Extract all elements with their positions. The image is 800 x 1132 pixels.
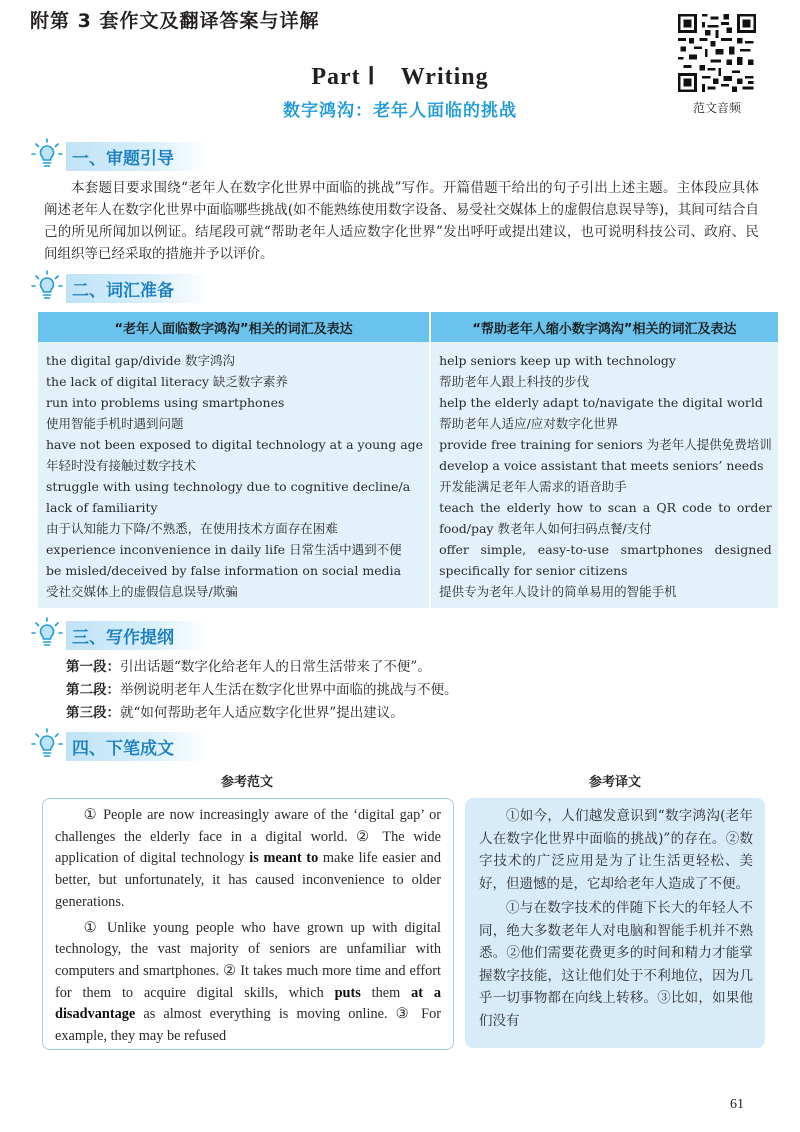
vocab-item: provide free training for seniors 为老年人提供免费培训 (439, 437, 772, 452)
essay-text: ① People are now increasingly aware of the ‘digital gap’ or challenges the elderly face in a digital world. ② The wide application of digital technology (55, 807, 441, 867)
translation-paragraph: ①与在数字技术的伴随下长大的年轻人不同，绝大多数老年人对电脑和智能手机并不熟悉。②他们需要花费更多的时间和精力才能掌握数字技能，这让他们处于不利地位，因为几乎一切事物都在向线上转移。③比如，如果他们没有 (479, 900, 753, 1029)
vocabulary-table (38, 312, 778, 608)
sample-essay-box (42, 798, 454, 1050)
vocab-item: specifically for senior citizens (439, 563, 628, 578)
part-title: Part Ⅰ Writing (311, 64, 489, 90)
essay-text: make life easier and better, but unfortunately, it has caused inconvenience to older generations. (55, 850, 441, 910)
outline-item (66, 702, 766, 725)
key-phrase: is meant to (249, 850, 319, 867)
section-heading-vocabulary (30, 274, 208, 302)
outline-text: 举例说明老年人生活在数字化世界中面临的挑战与不便。 (120, 682, 458, 698)
essay-text: as almost everything is moving online. ③ For example, they may be refused (55, 1006, 441, 1045)
essay-paragraph (43, 918, 453, 1048)
key-phrase: at a disadvantage (55, 984, 441, 1023)
section-heading-writing (30, 732, 208, 760)
outline-label: 第三段： (66, 705, 120, 721)
vocab-item: help seniors keep up with technology (439, 353, 676, 368)
outline-text: 就“如何帮助老年人适应数字化世界”提出建议。 (120, 705, 404, 721)
translation-paragraph: ①如今，人们越发意识到“数字鸿沟(老年人在数字化世界中面临的挑战)”的存在。②数字技术的广泛应用是为了让生活更轻松、美好，但遗憾的是，它却给老年人造成了不便。 (479, 808, 753, 892)
vocab-item: 帮助老年人适应/应对数字化世界 (439, 416, 619, 431)
page-number: 61 (730, 1097, 744, 1112)
lightbulb-icon (30, 616, 64, 650)
vocab-item: 年轻时没有接触过数字技术 (46, 458, 197, 473)
section-title-outline: 三、写作提纲 (66, 621, 208, 650)
appendix-title: 附第 3 套作文及翻译答案与详解 (30, 10, 320, 32)
vocab-item: 使用智能手机时遇到问题 (46, 416, 184, 431)
essay-text: ① Unlike young people who have grown up with digital technology, the vast majority of seniors are unfamiliar with computers and smartphones. ② It takes much more time and effort for them to acquire digital skills, which (55, 919, 441, 1001)
vocab-item: develop a voice assistant that meets seniors’ needs (439, 458, 764, 473)
vocab-item: experience inconvenience in daily life 日常生活中遇到不便 (46, 542, 402, 557)
vocab-item: lack of familiarity (46, 500, 158, 515)
vocab-item: the digital gap/divide 数字鸿沟 (46, 353, 235, 368)
vocab-item: the lack of digital literacy 缺乏数字素养 (46, 374, 288, 389)
lightbulb-icon (30, 269, 64, 303)
essay-paragraph (43, 799, 453, 914)
vocab-item: help the elderly adapt to/navigate the digital world (439, 395, 763, 410)
lightbulb-icon (30, 137, 64, 171)
section-title-writing: 四、下笔成文 (66, 732, 208, 761)
vocab-item: struggle with using technology due to cognitive decline/a (46, 479, 411, 494)
sample-essay-heading: 参考范文 (220, 775, 273, 790)
essay-text: them (360, 984, 412, 1001)
qr-code-label: 范文音频 (692, 101, 741, 115)
vocab-item: be misled/deceived by false information on social media (46, 563, 402, 578)
vocab-col2-header: “帮助老年人缩小数字鸿沟”相关的词汇及表达 (430, 312, 778, 342)
vocab-item: 受社交媒体上的虚假信息误导/欺骗 (46, 584, 238, 599)
vocab-item: 开发能满足老年人需求的语音助手 (439, 479, 627, 494)
vocab-col1-header: “老年人面临数字鸿沟”相关的词汇及表达 (38, 312, 430, 342)
outline-item (66, 679, 766, 702)
section-title-analysis: 一、审题引导 (66, 142, 208, 171)
translation-box (465, 798, 765, 1048)
vocab-item: food/pay 教老年人如何扫码点餐/支付 (439, 521, 652, 536)
vocab-item: have not been exposed to digital technology at a young age (46, 437, 424, 452)
vocab-item: 提供专为老年人设计的简单易用的智能手机 (439, 584, 677, 599)
qr-code-icon[interactable] (678, 14, 756, 92)
section-heading-analysis (30, 142, 208, 170)
essay-topic-title: 数字鸿沟：老年人面临的挑战 (283, 101, 517, 121)
lightbulb-icon (30, 727, 64, 761)
vocab-col2 (430, 342, 778, 608)
vocab-col1 (38, 342, 430, 608)
outline-label: 第二段： (66, 682, 120, 698)
outline-text: 引出话题“数字化给老年人的日常生活带来了不便”。 (120, 659, 431, 675)
outline-label: 第一段： (66, 659, 120, 675)
section-title-vocabulary: 二、词汇准备 (66, 274, 208, 303)
key-phrase: puts (334, 984, 361, 1001)
vocab-item: offer simple, easy-to-use smartphones designed (439, 542, 772, 557)
vocab-item: run into problems using smartphones (46, 395, 285, 410)
section-heading-outline (30, 621, 208, 649)
translation-heading: 参考译文 (588, 775, 641, 790)
analysis-paragraph: 本套题目要求围绕“老年人在数字化世界中面临的挑战”写作。开篇借题干给出的句子引出上述主题。主体段应具体阐述老年人在数字化世界中面临哪些挑战(如不能熟练使用数字设备、易受社交媒体上的虚假信息误导等)，其间可结合自己的所见所闻加以例证。结尾段可就“帮助老年人适应数字化世界”发出呼吁或提出建议，也可说明科技公司、政府、民间组织等已经采取的措施并予以评价。 (44, 180, 759, 262)
vocab-item: 帮助老年人跟上科技的步伐 (439, 374, 590, 389)
outline-item (66, 656, 766, 679)
vocab-item: 由于认知能力下降/不熟悉，在使用技术方面存在困难 (46, 521, 338, 536)
vocab-item: teach the elderly how to scan a QR code to order (439, 500, 772, 515)
